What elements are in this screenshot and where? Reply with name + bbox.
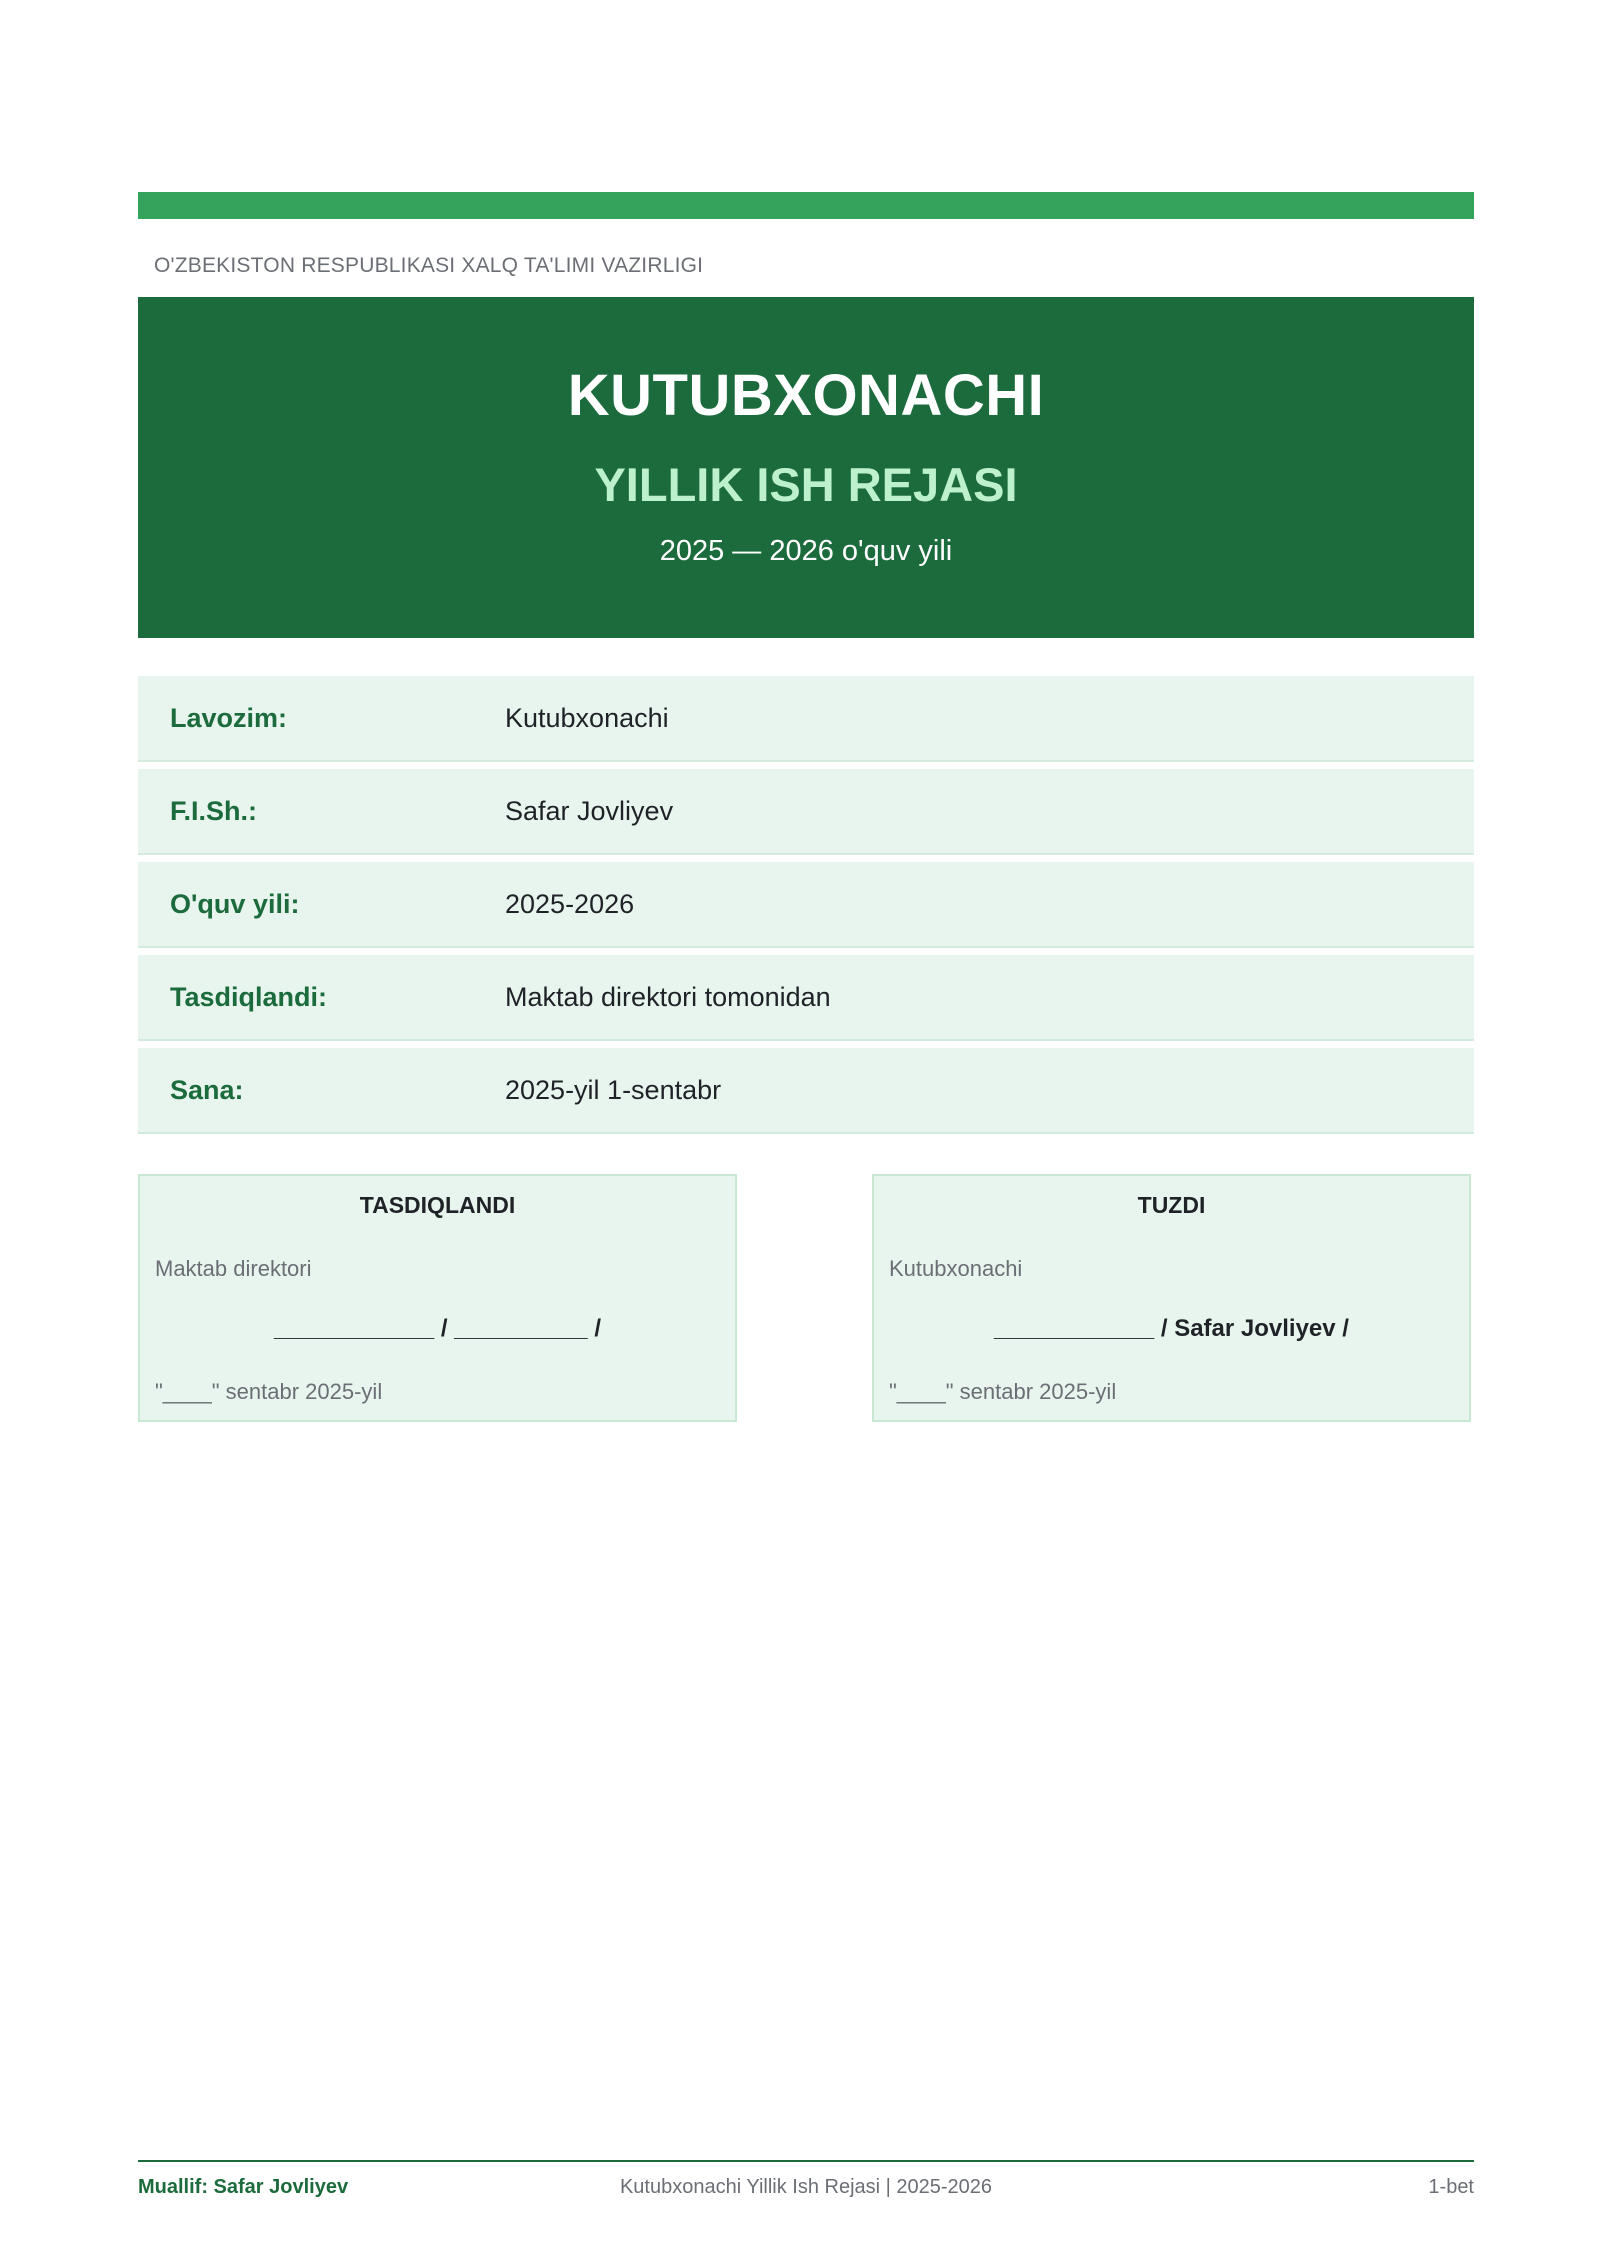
info-row-academic-year: [138, 862, 1474, 948]
info-value: Maktab direktori tomonidan: [505, 981, 831, 1012]
approval-signature-box: [138, 1174, 737, 1422]
ministry-name: O'ZBEKISTON RESPUBLIKASI XALQ TA'LIMI VAZIRLIGI: [154, 254, 704, 277]
info-value: 2025-yil 1-sentabr: [505, 1074, 722, 1105]
signature-line: ____________ / Safar Jovliyev /: [994, 1315, 1349, 1342]
signature-line: ____________ / __________ /: [274, 1315, 601, 1342]
document-title: KUTUBXONACHI: [567, 363, 1045, 428]
signature-area: [138, 1174, 1474, 1426]
signature-date: "____" sentabr 2025-yil: [155, 1379, 383, 1404]
signature-role: Kutubxonachi: [889, 1256, 1023, 1281]
academic-year: 2025 — 2026 o'quv yili: [659, 535, 953, 567]
info-label: Lavozim:: [170, 702, 288, 733]
info-value: 2025-2026: [505, 888, 635, 919]
signature-role: Maktab direktori: [155, 1256, 312, 1281]
signature-heading: TUZDI: [1137, 1192, 1206, 1218]
footer-author: Muallif: Safar Jovliyev: [138, 2176, 349, 2198]
title-banner: [138, 297, 1474, 638]
document-page: [138, 192, 1474, 1426]
footer-document-name: Kutubxonachi Yillik Ish Rejasi | 2025-2026: [619, 2176, 993, 2198]
info-value: Safar Jovliyev: [505, 795, 674, 826]
info-value: Kutubxonachi: [505, 702, 669, 733]
info-label: O'quv yili:: [170, 888, 300, 919]
info-row-position: [138, 676, 1474, 762]
document-subtitle: YILLIK ISH REJASI: [594, 458, 1018, 511]
compiler-signature-box: [872, 1174, 1471, 1422]
info-row-full-name: [138, 769, 1474, 855]
info-table: [138, 676, 1474, 1134]
info-row-date: [138, 1048, 1474, 1134]
page-footer: [138, 2160, 1474, 2222]
info-row-approved: [138, 955, 1474, 1041]
signature-date: "____" sentabr 2025-yil: [889, 1379, 1117, 1404]
top-accent-bar: [138, 192, 1474, 219]
page-number: 1-bet: [1428, 2176, 1474, 2198]
info-label: Tasdiqlandi:: [170, 981, 328, 1012]
signature-heading: TASDIQLANDI: [359, 1192, 516, 1218]
info-label: Sana:: [170, 1074, 244, 1105]
info-label: F.I.Sh.:: [170, 795, 257, 826]
